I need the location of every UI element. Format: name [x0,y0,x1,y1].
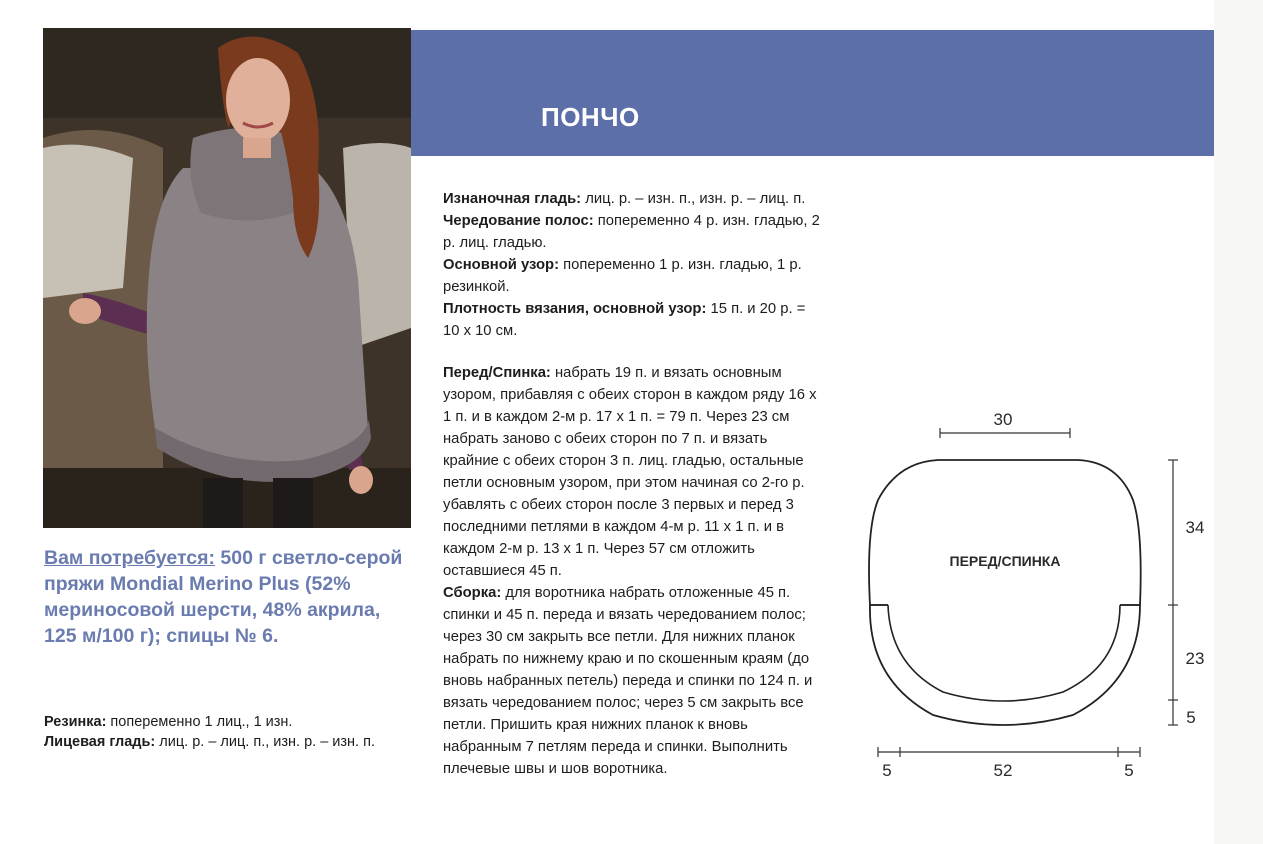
border-inner [888,605,1120,701]
materials-text: 500 г светло-серой пряжи Mondial Merino Plus (52% мериносовой шерсти, 48% акрила, 125 м/100 г); спицы № 6. [44,547,403,647]
instructions-column-middle [443,188,820,780]
pattern-gauge [443,298,820,342]
instruction-front-back [443,362,820,582]
instruction-assembly [443,582,820,780]
pattern-rib [44,712,414,732]
pattern-term: Изнаночная гладь: [443,191,582,207]
dim-right-upper: 34 [1185,518,1205,537]
page-title: ПОНЧО [541,102,640,132]
pattern-stripes [443,210,820,254]
pattern-term: Плотность вязания, основной узор: [443,301,707,317]
pattern-term: Лицевая гладь: [44,734,156,750]
pattern-list-left [44,712,414,752]
materials-block [44,545,414,649]
pattern-term: Резинка: [44,714,107,730]
pattern-stockinette [44,732,414,752]
dim-bottom-left: 5 [882,761,892,780]
pattern-main [443,254,820,298]
dim-bottom-center: 52 [993,761,1013,780]
pattern-desc: 15 п. и 20 р. = 10 х 10 см. [443,301,806,339]
dim-top-label: 30 [993,410,1013,429]
materials-label: Вам потребуется: [44,547,215,569]
schematic-diagram [858,400,1218,800]
instruction-desc: для воротника набрать отложенные 45 п. спинки и 45 п. переда и вязать чередованием полос; через 30 см закрыть все петли. Для нижних планок набрать по нижнему краю и по скошенным краям (до вновь набранных петель) переда и спинки по 124 п. и вязать чередованием полос; через 5 см закрыть все петли. Пришить края нижних планок к вновь набранным 7 петлям переда и спинки. Выполнить плечевые швы и шов воротника. [443,585,813,777]
instruction-term: Перед/Спинка: [443,365,551,381]
front-back-outline [869,460,1141,605]
pattern-term: Чередование полос: [443,213,594,229]
pattern-term: Основной узор: [443,257,560,273]
pattern-desc: лиц. р. – изн. п., изн. р. – лиц. п. [581,191,806,207]
dim-right-lower: 5 [1186,708,1196,727]
pattern-desc: попеременно 1 лиц., 1 изн. [106,714,293,730]
pattern-desc: лиц. р. – лиц. п., изн. р. – изн. п. [155,734,375,750]
pattern-reverse-stockinette [443,188,820,210]
instruction-term: Сборка: [443,585,502,601]
model-photo [43,28,411,528]
header-banner [411,30,1223,156]
pattern-desc: попеременно 4 р. изн. гладью, 2 р. лиц. гладью. [443,213,820,251]
instruction-desc: набрать 19 п. и вязать основным узором, прибавляя с обеих сторон в каждом ряду 16 х 1 п. и в каждом 2-м р. 17 х 1 п. = 79 п. Через 23 см набрать заново с обеих сторон по 7 п. и вязать крайние с обеих сторон 3 п. лиц. гладью, остальные петли основным узором, при этом начиная со 2-го р. убавлять с обеих сторон после 3 первых и перед 3 последними петлями в каждом 4-м р. 11 х 1 п. и в каждом 2-м р. 13 х 1 п. Через 57 см отложить оставшиеся 45 п. [443,365,817,579]
poncho-photo-illustration [43,28,411,528]
diagram-label: ПЕРЕД/СПИНКА [949,553,1061,569]
page-edge [1214,0,1263,844]
dim-right-middle: 23 [1185,649,1205,668]
dim-bottom-right: 5 [1124,761,1134,780]
pattern-desc: попеременно 1 р. изн. гладью, 1 р. резинкой. [443,257,802,295]
